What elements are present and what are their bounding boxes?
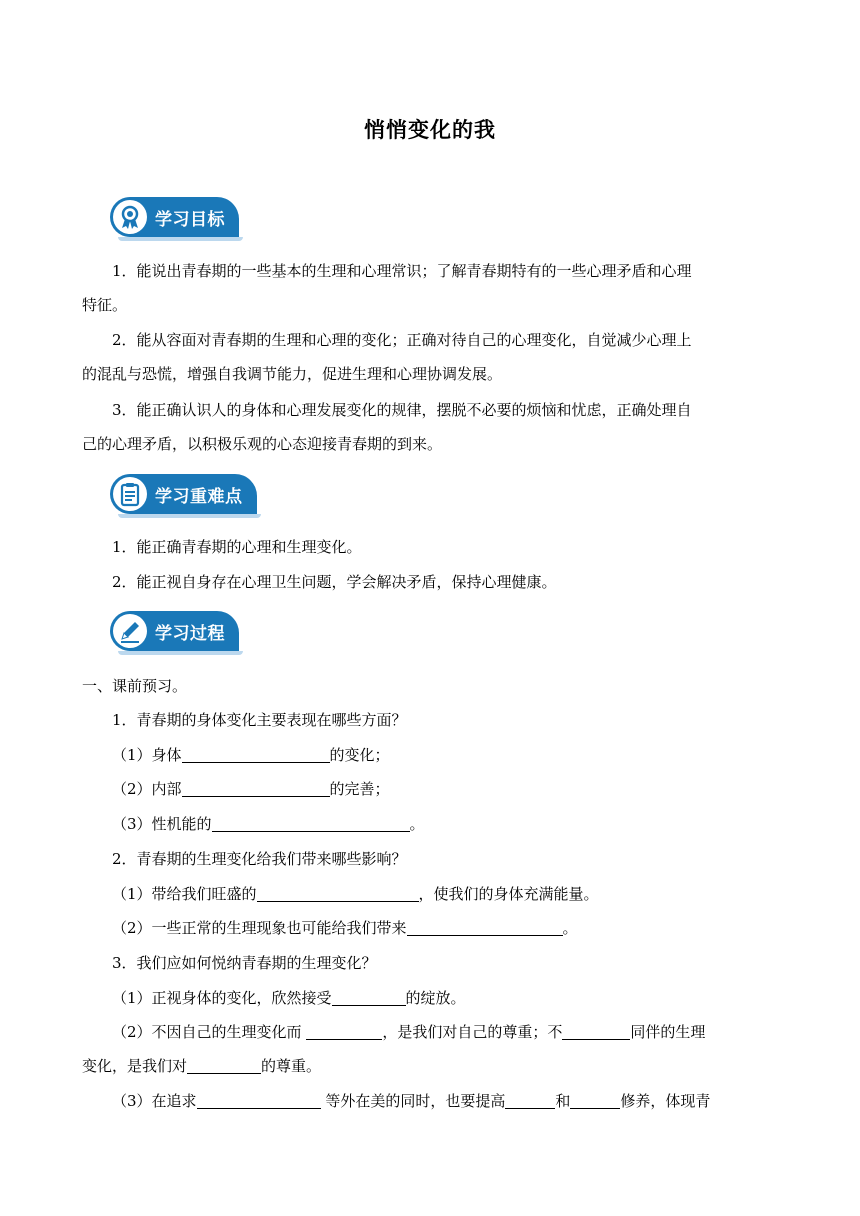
prompt-text: 的绽放。 bbox=[405, 989, 466, 1007]
prompt-text: （2）不因自己的生理变化而 bbox=[112, 1023, 302, 1041]
prompt-text: （1）身体 bbox=[112, 746, 182, 764]
answer-blank[interactable] bbox=[182, 746, 330, 763]
answer-blank[interactable] bbox=[407, 919, 563, 936]
answer-blank[interactable] bbox=[306, 1023, 382, 1040]
section-badge-label: 学习过程 bbox=[155, 623, 225, 644]
prompt-text: 的完善； bbox=[329, 780, 390, 798]
section-badge-label: 学习重难点 bbox=[155, 486, 243, 507]
pencil-icon bbox=[113, 614, 147, 648]
question-1: 1．青春期的身体变化主要表现在哪些方面？ bbox=[112, 711, 407, 729]
goal-1-line-2: 特征。 bbox=[82, 296, 128, 314]
prompt-text: 修养，体现青 bbox=[620, 1092, 711, 1110]
prompt-text: 同伴的生理 bbox=[630, 1023, 706, 1041]
key-point-1: 1．能正确青春期的心理和生理变化。 bbox=[112, 538, 362, 556]
clipboard-icon bbox=[113, 477, 147, 511]
badge-underline bbox=[118, 514, 261, 518]
question-3-item-3 bbox=[112, 1091, 710, 1111]
prompt-text: 的变化； bbox=[329, 746, 390, 764]
question-1-item-1 bbox=[112, 745, 390, 765]
answer-blank[interactable] bbox=[197, 1092, 321, 1109]
page-title: 悄悄变化的我 bbox=[364, 118, 496, 142]
badge-underline bbox=[118, 651, 243, 655]
question-2: 2．青春期的生理变化给我们带来哪些影响？ bbox=[112, 850, 407, 868]
ribbon-award-icon bbox=[113, 200, 147, 234]
prompt-text: （2）一些正常的生理现象也可能给我们带来 bbox=[112, 919, 407, 937]
section-badge-goals bbox=[110, 197, 239, 237]
answer-blank[interactable] bbox=[182, 780, 330, 797]
answer-blank[interactable] bbox=[212, 815, 410, 832]
answer-blank[interactable] bbox=[332, 989, 406, 1006]
prompt-text: 等外在美的同时，也要提高 bbox=[325, 1092, 506, 1110]
prompt-text: ，是我们对自己的尊重；不 bbox=[382, 1023, 563, 1041]
process-heading: 一、课前预习。 bbox=[82, 677, 188, 695]
question-3: 3．我们应如何悦纳青春期的生理变化？ bbox=[112, 954, 377, 972]
answer-blank[interactable] bbox=[505, 1092, 555, 1109]
key-point-2: 2．能正视自身存在心理卫生问题，学会解决矛盾，保持心理健康。 bbox=[112, 573, 557, 591]
prompt-text: （1）带给我们旺盛的 bbox=[112, 885, 257, 903]
badge-underline bbox=[118, 237, 243, 241]
prompt-text: （3）在追求 bbox=[112, 1092, 197, 1110]
answer-blank[interactable] bbox=[570, 1092, 620, 1109]
answer-blank[interactable] bbox=[562, 1023, 630, 1040]
prompt-text: （2）内部 bbox=[112, 780, 182, 798]
goal-1-line-1: 1．能说出青春期的一些基本的生理和心理常识；了解青春期特有的一些心理矛盾和心理 bbox=[112, 262, 692, 280]
section-badge-process bbox=[110, 611, 239, 651]
prompt-text: 的尊重。 bbox=[261, 1057, 322, 1075]
question-1-item-2 bbox=[112, 779, 390, 799]
goal-2-line-1: 2．能从容面对青春期的生理和心理的变化；正确对待自己的心理变化，自觉减少心理上 bbox=[112, 331, 692, 349]
section-badge-key-points bbox=[110, 474, 257, 514]
section-badge-label: 学习目标 bbox=[155, 209, 225, 230]
answer-blank[interactable] bbox=[257, 885, 419, 902]
question-3-item-2-line-2 bbox=[82, 1056, 321, 1076]
answer-blank[interactable] bbox=[187, 1057, 261, 1074]
question-2-item-1 bbox=[112, 884, 599, 904]
goal-3-line-2: 己的心理矛盾，以积极乐观的心态迎接青春期的到来。 bbox=[82, 435, 443, 453]
question-3-item-2-line-1 bbox=[112, 1022, 705, 1042]
prompt-text: 和 bbox=[555, 1092, 571, 1110]
prompt-text: （1）正视身体的变化，欣然接受 bbox=[112, 989, 332, 1007]
prompt-text: 变化，是我们对 bbox=[82, 1057, 188, 1075]
question-1-item-3 bbox=[112, 814, 425, 834]
prompt-text: 。 bbox=[562, 919, 578, 937]
prompt-text: 。 bbox=[409, 815, 425, 833]
prompt-text: ，使我们的身体充满能量。 bbox=[418, 885, 599, 903]
question-2-item-2 bbox=[112, 918, 578, 938]
question-3-item-1 bbox=[112, 988, 466, 1008]
prompt-text: （3）性机能的 bbox=[112, 815, 212, 833]
goal-2-line-2: 的混乱与恐慌，增强自我调节能力，促进生理和心理协调发展。 bbox=[82, 365, 503, 383]
goal-3-line-1: 3．能正确认识人的身体和心理发展变化的规律，摆脱不必要的烦恼和忧虑，正确处理自 bbox=[112, 401, 692, 419]
